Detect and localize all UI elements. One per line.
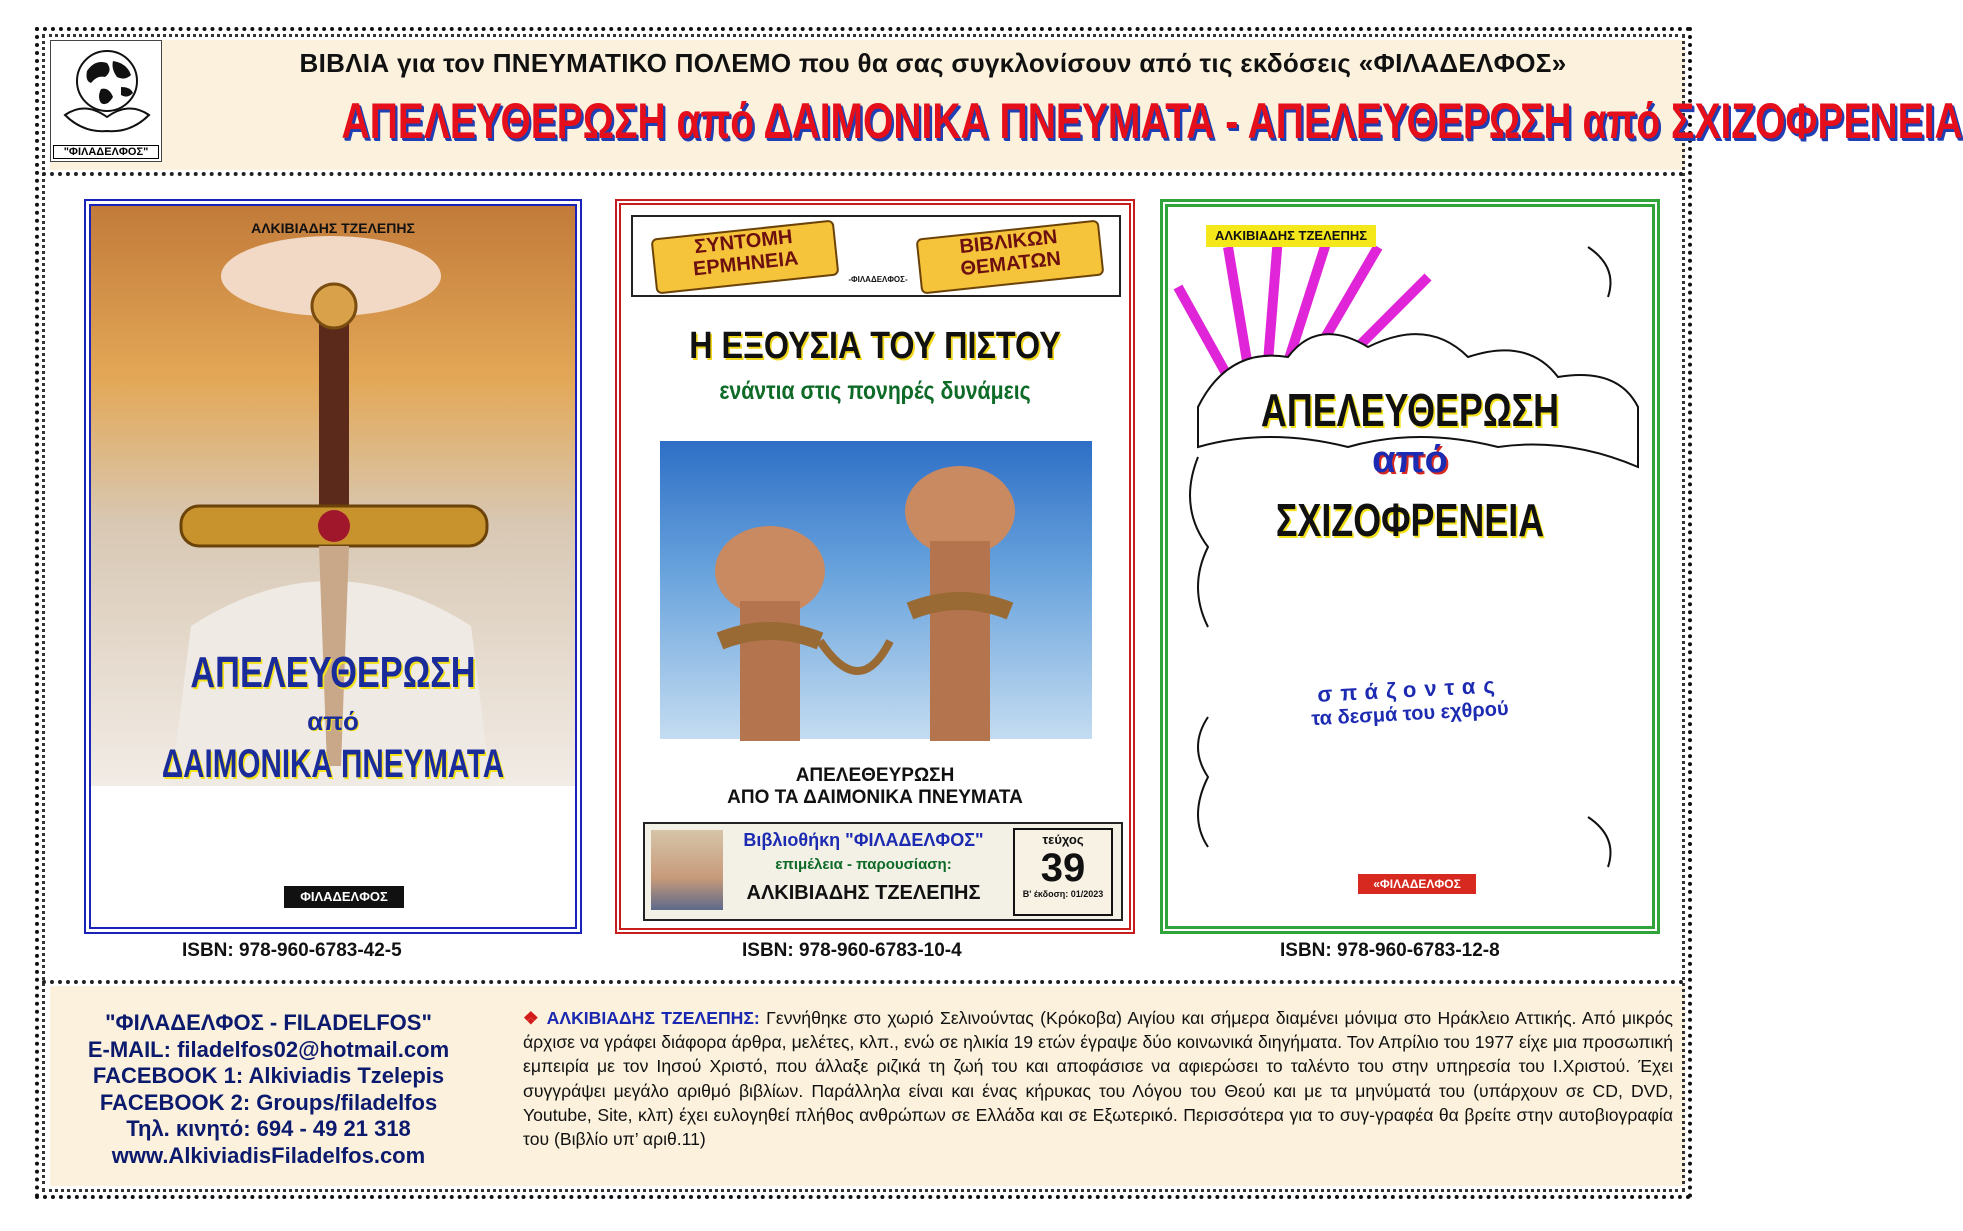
lower-title-line1: ΑΠΕΛΕΘΕΥΡΩΣΗ	[795, 765, 955, 786]
cover-title-mid: από	[1372, 439, 1448, 481]
author-photo	[651, 830, 723, 910]
isbn-book-2: ISBN: 978-960-6783-10-4	[742, 940, 962, 961]
book-cover-demonic-spirits	[84, 199, 582, 934]
tagline-line2: τα δεσμά του εχθρού	[1310, 697, 1510, 731]
bio-author-name: ΑΛΚΙΒΙΑΔΗΣ ΤΖΕΛΕΠΗΣ:	[546, 1008, 760, 1028]
fists-rope-illustration	[660, 441, 1092, 739]
publisher-badge: ΦΙΛΑΔΕΛΦΟΣ	[284, 886, 404, 908]
cover-title-bottom: ΣΧΙΖΟΦΡΕΝΕΙΑ	[1275, 494, 1545, 546]
cover-subtitle: ενάντια στις πονηρές δυνάμεις	[719, 377, 1031, 405]
bottom-divider	[42, 980, 1685, 984]
issue-number: 39	[1040, 846, 1086, 890]
publisher-logo	[50, 40, 162, 162]
series-publisher: -ΦΙΛΑΔΕΛΦΟΣ-	[848, 275, 908, 284]
cover-author: ΑΛΚΙΒΙΑΔΗΣ ΤΖΕΛΕΠΗΣ	[1206, 225, 1376, 247]
logo-label: "ΦΙΛΑΔΕΛΦΟΣ"	[53, 145, 159, 159]
cover-title-top: ΑΠΕΛΕΥΘΕΡΩΣΗ	[1260, 384, 1560, 436]
book-cover-schizophrenia	[1160, 199, 1660, 934]
library-box	[643, 822, 1123, 921]
contact-block	[66, 1010, 471, 1169]
contact-email[interactable]: E-MAIL: filadelfos02@hotmail.com	[87, 1036, 450, 1062]
author-bio	[523, 1006, 1673, 1151]
header-subtitle: ΒΙΒΛΙΑ για τον ΠΝΕΥΜΑΤΙΚΟ ΠΟΛΕΜΟ που θα σας συγκλονίσουν από τις εκδόσεις «ΦΙΛΑΔΕΛΦΟΣ»	[299, 48, 1567, 78]
bullet-diamond-icon: ❖	[523, 1008, 541, 1028]
editing-label: επιμέλεια - παρουσίαση:	[775, 856, 952, 873]
series-banner	[631, 215, 1121, 297]
edition-date: Β' έκδοση: 01/2023	[1022, 889, 1104, 899]
sun-rays-leaves-illustration	[1168, 207, 1652, 926]
cover-photo-broken-rope	[660, 441, 1092, 739]
cover-lower-title	[621, 765, 1129, 809]
cover-title: Η ΕΞΟΥΣΙΑ ΤΟΥ ΠΙΣΤΟΥ	[689, 325, 1061, 367]
contact-phone: Τηλ. κινητό: 694 - 49 21 318	[126, 1116, 411, 1141]
book-cover-believer-authority	[615, 199, 1135, 934]
issue-label: τεύχος	[1042, 832, 1084, 847]
series-scroll-right: ΒΙΒΛΙΚΩΝ ΘΕΜΑΤΩΝ	[916, 220, 1105, 295]
contact-facebook-1[interactable]: FACEBOOK 1: Alkiviadis Tzelepis	[92, 1063, 445, 1088]
top-divider	[42, 172, 1685, 176]
isbn-book-3: ISBN: 978-960-6783-12-8	[1280, 940, 1500, 961]
cover-title-bottom: ΔΑΙΜΟΝΙΚΑ ΠΝΕΥΜΑΤΑ	[161, 742, 505, 786]
library-name: Βιβλιοθήκη "ΦΙΛΑΔΕΛΦΟΣ"	[743, 830, 984, 850]
author-name: ΑΛΚΙΒΙΑΔΗΣ ΤΖΕΛΕΠΗΣ	[746, 882, 981, 904]
issue-box	[1013, 828, 1113, 916]
contact-website[interactable]: www.AlkiviadisFiladelfos.com	[111, 1142, 426, 1168]
sword-illustration	[91, 206, 575, 786]
tagline-line1: σπάζοντας	[1316, 672, 1504, 707]
lower-title-line2: ΑΠΟ ΤΑ ΔΑΙΜΟΝΙΚΑ ΠΝΕΥΜΑΤΑ	[727, 787, 1023, 808]
cover-photo-bride-sword	[91, 206, 575, 786]
publisher-badge: «ΦΙΛΑΔΕΛΦΟΣ	[1358, 874, 1476, 894]
bio-text: Γεννήθηκε στο χωριό Σελινούντας (Κρόκοβα) Αιγίου και σήμερα διαμένει μόνιμα στο Ηράκλειο Αττικής. Από μικρός άρχισε να γράφει διάφορα άρθρα, μελέτες, κλπ., ενώ σε ηλικία 19 ετών έγραψε δύο κοινωνικά διηγήματα. Τον Απρίλιο του 1977 είχε μια προσωπική εμπειρία με τον Ιησού Χριστό, που άλλαξε ριζικά τη ζωή του και αποφάσισε να αφιερώσει το ταλέντο του στην υπηρεσία του Ι.Χριστού. Έχει συγγράψει μεγάλο αριθμό βιβλίων. Παράλληλα είναι και ένας κήρυκας του Λόγου του Θεού και με τα μηνύματά του (υπάρχουν σε CD, DVD, Youtube, Site, κλπ) έχει ευλογηθεί πλήθος ανθρώπων σε Ελλάδα και σε Εξωτερικό. Περισσότερα για το συγ-γραφέα θα βρείτε στην αυτοβιογραφία του (Βιβλίο υπ’ αριθ.11)	[523, 1008, 1673, 1150]
contact-publisher: "ΦΙΛΑΔΕΛΦΟΣ - FILADELFOS"	[105, 1010, 432, 1035]
contact-facebook-2[interactable]: FACEBOOK 2: Groups/filadelfos	[99, 1089, 438, 1115]
cover-title-mid: από	[307, 706, 359, 736]
series-scroll-left: ΣΥΝΤΟΜΗ ΕΡΜΗΝΕΙΑ	[651, 220, 840, 295]
cover-author: ΑΛΚΙΒΙΑΔΗΣ ΤΖΕΛΕΠΗΣ	[251, 220, 415, 236]
globe-hands-icon	[51, 41, 161, 141]
cover-title-top: ΑΠΕΛΕΥΘΕΡΩΣΗ	[190, 648, 476, 697]
isbn-book-1: ISBN: 978-960-6783-42-5	[182, 940, 402, 961]
header-title: ΑΠΕΛΕΥΘΕΡΩΣΗ από ΔΑΙΜΟΝΙΚΑ ΠΝΕΥΜΑΤΑ - ΑΠΕΛΕΥΘΕΡΩΣΗ από ΣΧΙΖΟΦΡΕΝΕΙΑ	[341, 93, 1963, 149]
